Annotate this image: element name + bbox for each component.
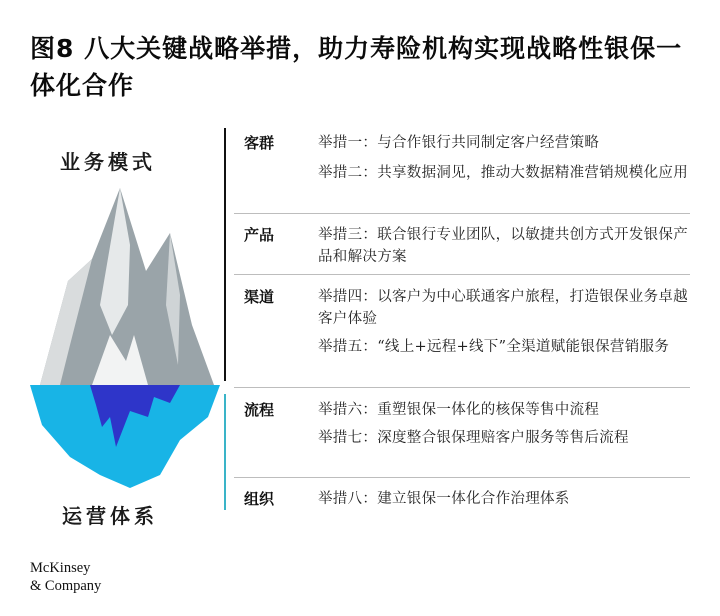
figure-title: 图8 八大关键战略举措，助力寿险机构实现战略性银保一体化合作 [30,34,683,100]
logo-line-1: McKinsey [30,560,91,576]
measure-item: 举措四：以客户为中心联通客户旅程，打造银保业务卓越客户体验 [318,289,688,327]
measure-item: 举措一：与合作银行共同制定客户经营策略 [318,135,600,151]
iceberg-illustration [30,185,220,490]
business-divider-line [224,128,226,381]
measure-item: 举措七：深度整合银保理赔客户服务等售后流程 [318,430,629,446]
measure-item: 举措六：重塑银保一体化的核保等售中流程 [318,402,600,418]
business-model-label: 业务模式 [60,150,156,174]
logo-line-2: & Company [30,578,102,594]
category-label: 组织 [244,490,275,508]
operations-divider-line [224,394,226,510]
row-separator [234,477,690,478]
category-label: 流程 [244,401,275,419]
row-separator [234,213,690,214]
operations-label: 运营体系 [62,504,158,528]
mckinsey-logo [30,559,101,595]
category-label: 客群 [244,134,275,152]
row-separator [234,387,690,388]
measure-item: 举措五：“线上+远程+线下”全渠道赋能银保营销服务 [318,339,670,355]
measure-item: 举措三：联合银行专业团队，以敏捷共创方式开发银保产品和解决方案 [318,227,688,265]
row-separator [234,274,690,275]
measure-item: 举措二：共享数据洞见，推动大数据精准营销规模化应用 [318,165,688,181]
category-label: 产品 [244,226,275,244]
measure-item: 举措八：建立银保一体化合作治理体系 [318,491,570,507]
category-label: 渠道 [244,288,275,306]
